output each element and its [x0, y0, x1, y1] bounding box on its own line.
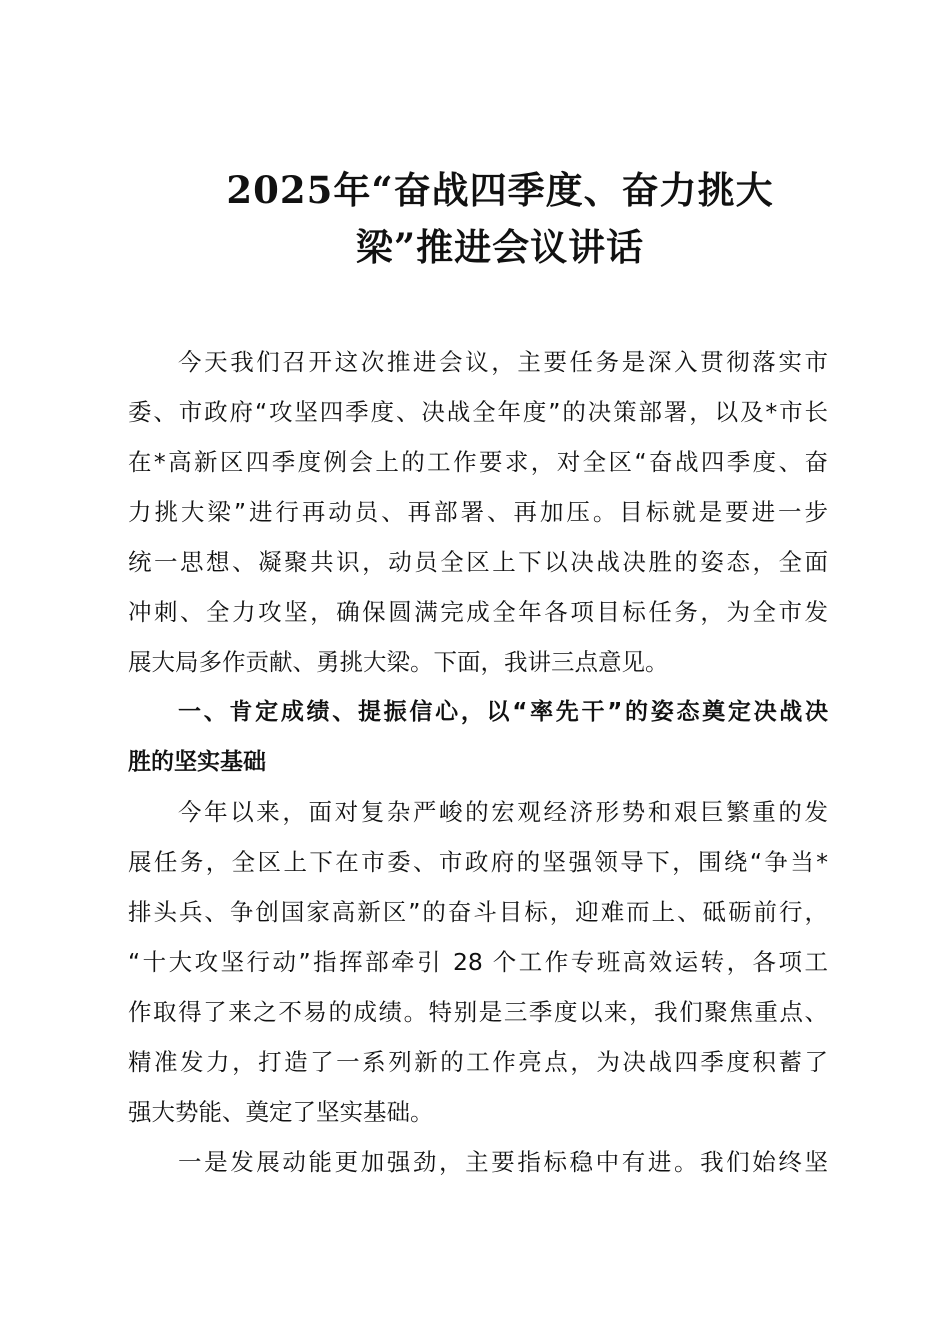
- body-line: 今天我们召开这次推进会议，主要任务是深入贯彻落实市: [178, 348, 828, 376]
- body-line: 强大势能、奠定了坚实基础。: [128, 1098, 434, 1126]
- body-line: 在*高新区四季度例会上的工作要求，对全区“奋战四季度、奋: [128, 448, 828, 476]
- section-heading-line: 一、肯定成绩、提振信心，以“率先干”的姿态奠定决战决: [178, 699, 828, 725]
- body-line: 展任务，全区上下在市委、市政府的坚强领导下，围绕“争当*: [128, 848, 828, 876]
- body-line: 精准发力，打造了一系列新的工作亮点，为决战四季度积蓄了: [128, 1048, 828, 1076]
- title-line-2: 梁”推进会议讲话: [355, 225, 645, 269]
- body-line: 一是发展动能更加强劲，主要指标稳中有进。我们始终坚: [178, 1148, 828, 1176]
- document-title: [170, 162, 830, 276]
- body-line: 今年以来，面对复杂严峻的宏观经济形势和艰巨繁重的发: [178, 798, 828, 826]
- body-line: 力挑大梁”进行再动员、再部署、再加压。目标就是要进一步: [128, 498, 828, 526]
- body-line: 统一思想、凝聚共识，动员全区上下以决战决胜的姿态，全面: [128, 548, 828, 576]
- body-line: 展大局多作贡献、勇挑大梁。下面，我讲三点意见。: [128, 648, 669, 676]
- body-line: “十大攻坚行动”指挥部牵引 28 个工作专班高效运转，各项工: [128, 948, 828, 976]
- section-heading-line: 胜的坚实基础: [128, 749, 266, 775]
- body-line: 冲刺、全力攻坚，确保圆满完成全年各项目标任务，为全市发: [128, 598, 828, 626]
- body-line: 排头兵、争创国家高新区”的奋斗目标，迎难而上、砥砺前行，: [128, 898, 828, 926]
- body-line: 作取得了来之不易的成绩。特别是三季度以来，我们聚焦重点、: [128, 998, 828, 1026]
- body-line: 委、市政府“攻坚四季度、决战全年度”的决策部署，以及*市长: [128, 398, 828, 426]
- title-line-1: 2025年“奋战四季度、奋力挑大: [226, 168, 774, 212]
